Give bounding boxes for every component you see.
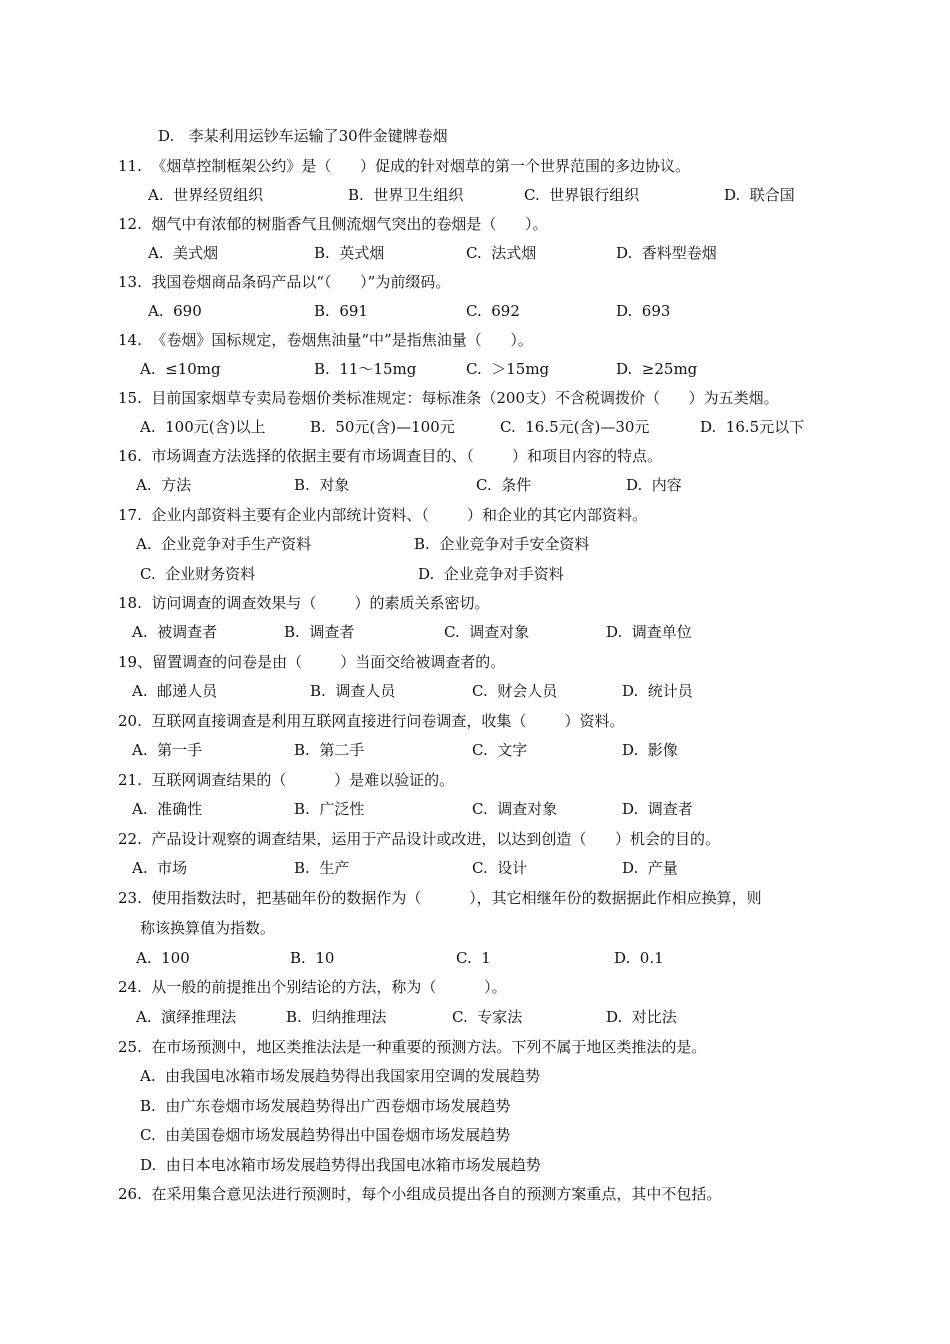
question-13-option-c: C. 692 xyxy=(466,302,520,320)
question-11-stem: 11. 《烟草控制框架公约》是（ ）促成的针对烟草的第一个世界范围的多边协议。 xyxy=(118,157,691,175)
question-24-stem: 24. 从一般的前提推出个别结论的方法，称为（ ）。 xyxy=(118,978,507,996)
question-17-option-b: B. 企业竞争对手安全资料 xyxy=(414,535,590,553)
question-23-stem: 23. 使用指数法时，把基础年份的数据作为（ ），其它相继年份的数据据此作相应换算，则 xyxy=(118,889,762,907)
question-20-option-a: A. 第一手 xyxy=(132,741,203,759)
question-15-option-c: C. 16.5元(含)—30元 xyxy=(500,418,650,436)
question-15-option-b: B. 50元(含)—100元 xyxy=(310,418,455,436)
question-19-option-d: D. 统计员 xyxy=(622,682,693,700)
question-23-option-c: C. 1 xyxy=(456,949,491,967)
question-24-option-c: C. 专家法 xyxy=(452,1008,523,1026)
question-24-option-a: A. 演绎推理法 xyxy=(136,1008,237,1026)
question-22-option-c: C. 设计 xyxy=(472,859,528,877)
question-22-option-a: A. 市场 xyxy=(132,859,188,877)
question-20-option-d: D. 影像 xyxy=(622,741,678,759)
question-16-option-c: C. 条件 xyxy=(476,476,532,494)
question-22-option-b: B. 生产 xyxy=(294,859,350,877)
question-24-option-d: D. 对比法 xyxy=(606,1008,677,1026)
question-12-option-c: C. 法式烟 xyxy=(466,244,537,262)
question-12-stem: 12. 烟气中有浓郁的树脂香气且侧流烟气突出的卷烟是（ ）。 xyxy=(118,215,548,233)
question-25-option-c: C. 由美国卷烟市场发展趋势得出中国卷烟市场发展趋势 xyxy=(140,1126,511,1144)
question-16-option-a: A. 方法 xyxy=(136,476,192,494)
question-25-option-a: A. 由我国电冰箱市场发展趋势得出我国家用空调的发展趋势 xyxy=(140,1067,541,1085)
question-23-option-b: B. 10 xyxy=(290,949,335,967)
question-17-option-c: C. 企业财务资料 xyxy=(140,565,256,583)
question-11-option-d: D. 联合国 xyxy=(724,186,795,204)
question-19-option-b: B. 调查人员 xyxy=(310,682,396,700)
question-25-option-d: D. 由日本电冰箱市场发展趋势得出我国电冰箱市场发展趋势 xyxy=(140,1156,541,1174)
question-23-option-d: D. 0.1 xyxy=(614,949,664,967)
question-14-option-a: A. ≤10mg xyxy=(140,360,221,378)
question-21-option-c: C. 调查对象 xyxy=(472,800,558,818)
question-25-option-b: B. 由广东卷烟市场发展趋势得出广西卷烟市场发展趋势 xyxy=(140,1097,511,1115)
question-17-option-a: A. 企业竞争对手生产资料 xyxy=(136,535,312,553)
question-21-stem: 21. 互联网调查结果的（ ）是难以验证的。 xyxy=(118,771,455,789)
question-11-option-c: C. 世界银行组织 xyxy=(524,186,640,204)
question-13-option-b: B. 691 xyxy=(314,302,368,320)
question-17-stem: 17. 企业内部资料主要有企业内部统计资料、（ ）和企业的其它内部资料。 xyxy=(118,506,648,524)
question-12-option-b: B. 英式烟 xyxy=(314,244,385,262)
question-15-option-a: A. 100元(含)以上 xyxy=(140,418,266,436)
question-13-stem: 13. 我国卷烟商品条码产品以“（ ）”为前缀码。 xyxy=(118,273,451,291)
question-14-option-c: C. ＞15mg xyxy=(466,360,550,378)
question-12-option-d: D. 香料型卷烟 xyxy=(616,244,717,262)
question-20-stem: 20. 互联网直接调查是利用互联网直接进行问卷调查，收集（ ）资料。 xyxy=(118,712,625,730)
question-21-option-a: A. 准确性 xyxy=(132,800,203,818)
question-22-option-d: D. 产量 xyxy=(622,859,678,877)
question-18-option-b: B. 调查者 xyxy=(284,623,355,641)
question-12-option-a: A. 美式烟 xyxy=(148,244,219,262)
question-25-stem: 25. 在市场预测中，地区类推法法是一种重要的预测方法。下列不属于地区类推法的是。 xyxy=(118,1038,707,1056)
question-16-stem: 16. 市场调查方法选择的依据主要有市场调查目的、（ ）和项目内容的特点。 xyxy=(118,447,663,465)
question-19-option-c: C. 财会人员 xyxy=(472,682,558,700)
question-20-option-c: C. 文字 xyxy=(472,741,528,759)
question-15-stem: 15. 目前国家烟草专卖局卷烟价类标准规定：每标准条（200支）不含税调拨价（ ）为五类烟。 xyxy=(118,389,779,407)
q10-option-d: D. 李某利用运钞车运输了30件金键牌卷烟 xyxy=(158,127,448,145)
question-21-option-d: D. 调查者 xyxy=(622,800,693,818)
question-14-option-b: B. 11～15mg xyxy=(314,360,417,378)
question-23-option-a: A. 100 xyxy=(136,949,190,967)
question-13-option-d: D. 693 xyxy=(616,302,671,320)
question-24-option-b: B. 归纳推理法 xyxy=(286,1008,387,1026)
question-16-option-d: D. 内容 xyxy=(626,476,682,494)
question-18-option-d: D. 调查单位 xyxy=(606,623,692,641)
question-23-stem-continued: 称该换算值为指数。 xyxy=(140,919,276,937)
question-19-option-a: A. 邮递人员 xyxy=(132,682,218,700)
question-13-option-a: A. 690 xyxy=(148,302,202,320)
question-15-option-d: D. 16.5元以下 xyxy=(700,418,805,436)
question-11-option-b: B. 世界卫生组织 xyxy=(348,186,464,204)
question-19-stem: 19、留置调查的问卷是由（ ）当面交给被调查者的。 xyxy=(118,653,506,671)
question-14-stem: 14. 《卷烟》国标规定，卷烟焦油量“中”是指焦油量（ ）。 xyxy=(118,331,533,349)
question-14-option-d: D. ≥25mg xyxy=(616,360,698,378)
question-17-option-d: D. 企业竞争对手资料 xyxy=(418,565,564,583)
question-18-option-a: A. 被调查者 xyxy=(132,623,218,641)
question-16-option-b: B. 对象 xyxy=(294,476,350,494)
question-11-option-a: A. 世界经贸组织 xyxy=(148,186,264,204)
question-20-option-b: B. 第二手 xyxy=(294,741,365,759)
question-18-stem: 18. 访问调查的调查效果与（ ）的素质关系密切。 xyxy=(118,594,490,612)
question-26-stem: 26. 在采用集合意见法进行预测时，每个小组成员提出各自的预测方案重点，其中不包括。 xyxy=(118,1185,722,1203)
question-22-stem: 22. 产品设计观察的调查结果，运用于产品设计或改进，以达到创造（ ）机会的目的。 xyxy=(118,830,721,848)
question-21-option-b: B. 广泛性 xyxy=(294,800,365,818)
question-18-option-c: C. 调查对象 xyxy=(444,623,530,641)
